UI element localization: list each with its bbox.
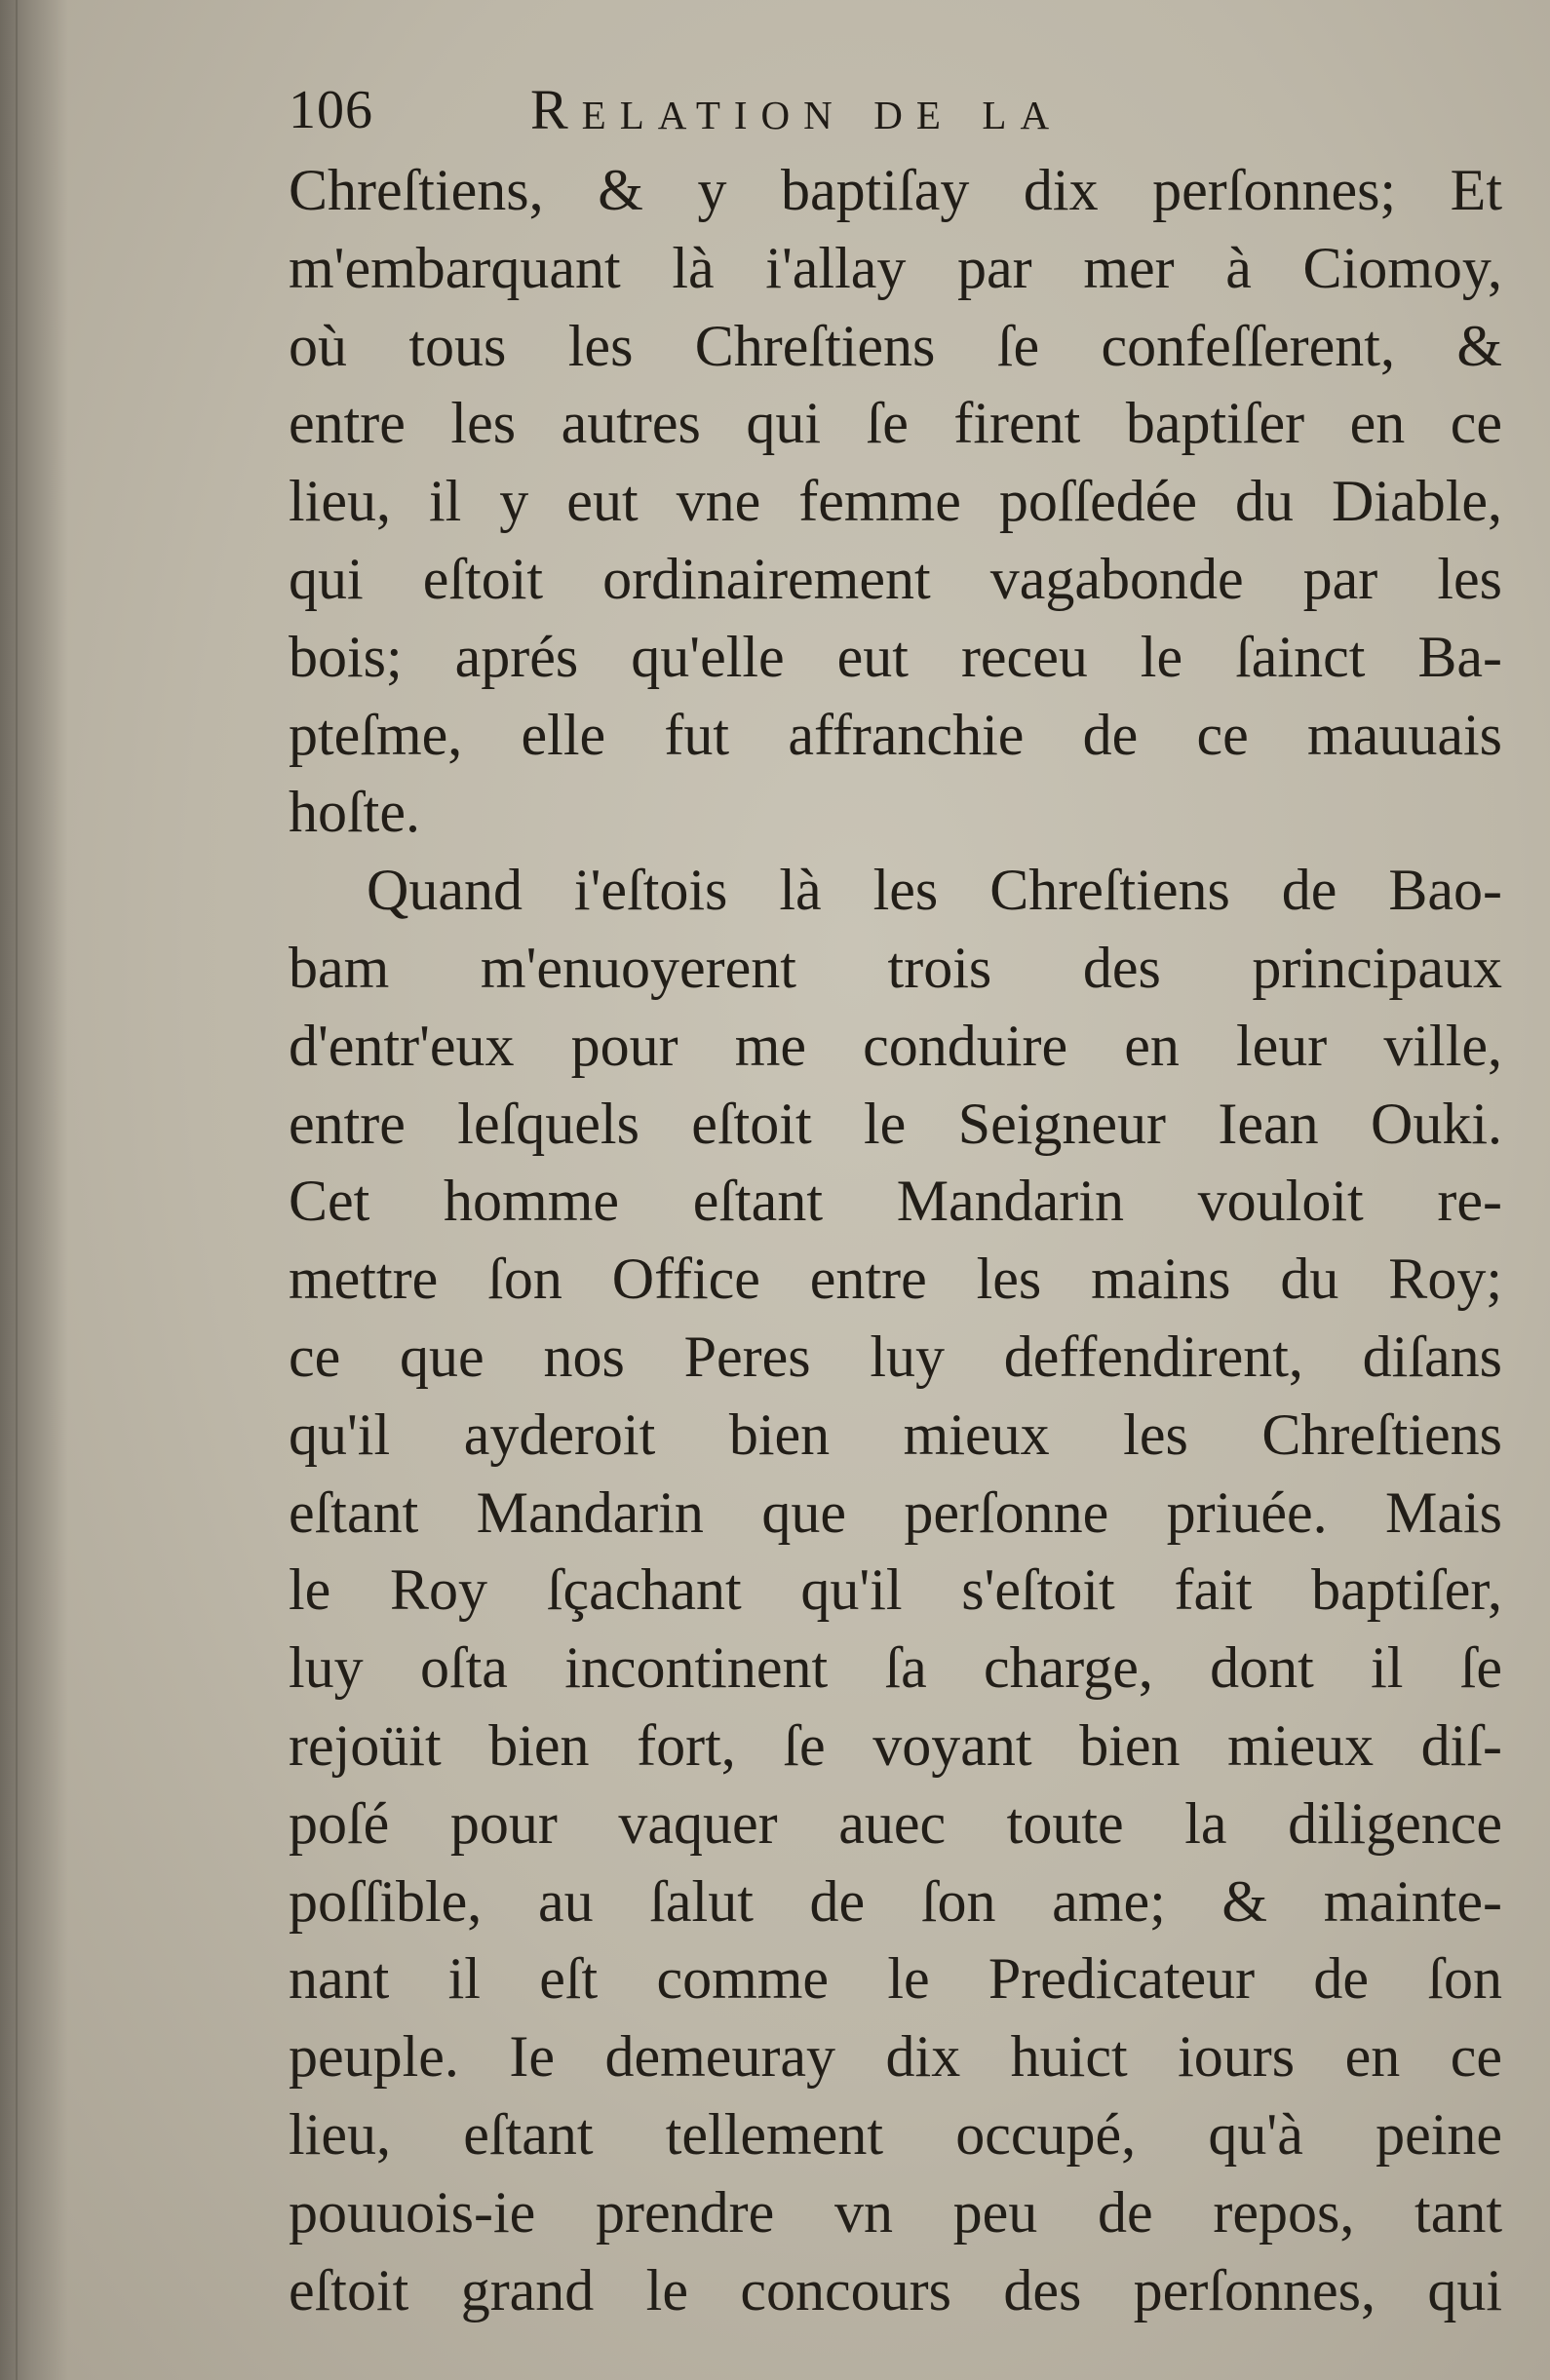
text-line: m'embarquant là i'allay par mer à Ciomoy, (289, 235, 1502, 300)
text-line: Quand i'eſtois là les Chreſtiens de Bao- (367, 858, 1502, 923)
page-edge (16, 0, 18, 2380)
page-number: 106 (289, 80, 373, 140)
text-line: nant il eſt comme le Predicateur de ſon (289, 1946, 1502, 2012)
text-line: luy oſta incontinent ſa charge, dont il ſe (289, 1635, 1502, 1701)
text-line: qu'il ayderoit bien mieux les Chreſtiens (289, 1401, 1502, 1467)
text-line: Chreſtiens, & y baptiſay dix perſonnes; Et (289, 158, 1502, 222)
text-line: rejoüit bien fort, ſe voyant bien mieux diſ- (289, 1712, 1502, 1778)
running-head (289, 68, 1502, 152)
paragraph-2 (289, 852, 1502, 2329)
text-line: bois; aprés qu'elle eut receu le ſainct Ba- (289, 624, 1502, 689)
text-line: pouuois-ie prendre vn peu de repos, tant (289, 2179, 1502, 2245)
text-line: poſé pour vaquer auec toute la diligence (289, 1790, 1502, 1856)
text-line: poſſible, au ſalut de ſon ame; & mainte- (289, 1868, 1502, 1934)
text-line: hoſte. (289, 780, 420, 845)
text-line: pteſme, elle fut affranchie de ce mauuais (289, 702, 1502, 767)
running-title: Relation de la (530, 78, 1064, 141)
text-line: le Roy ſçachant qu'il s'eſtoit fait baptiſer, (289, 1557, 1502, 1623)
text-line: ce que nos Peres luy deffendirent, diſans (289, 1324, 1502, 1389)
text-line: où tous les Chreſtiens ſe confeſſerent, & (289, 313, 1502, 378)
text-line: entre leſquels eſtoit le Seigneur Iean Ouki. (289, 1091, 1502, 1156)
text-line: Cet homme eſtant Mandarin vouloit re- (289, 1169, 1502, 1234)
text-line: bam m'enuoyerent trois des principaux (289, 935, 1502, 1000)
text-line: lieu, il y eut vne femme poſſedée du Diable, (289, 469, 1502, 534)
text-line: eſtoit grand le concours des perſonnes, qui (289, 2257, 1502, 2322)
paragraph-1 (289, 152, 1502, 852)
text-line: entre les autres qui ſe firent baptiſer en ce (289, 391, 1502, 456)
text-line: lieu, eſtant tellement occupé, qu'à peine (289, 2101, 1502, 2167)
text-line: mettre ſon Office entre les mains du Roy; (289, 1247, 1502, 1312)
text-line: eſtant Mandarin que perſonne priuée. Mais (289, 1479, 1502, 1545)
binding-shadow (0, 0, 68, 2380)
text-line: qui eſtoit ordinairement vagabonde par les (289, 546, 1502, 611)
text-block (289, 68, 1502, 2329)
text-line: peuple. Ie demeuray dix huict iours en ce (289, 2024, 1502, 2090)
text-line: d'entr'eux pour me conduire en leur ville, (289, 1013, 1502, 1078)
